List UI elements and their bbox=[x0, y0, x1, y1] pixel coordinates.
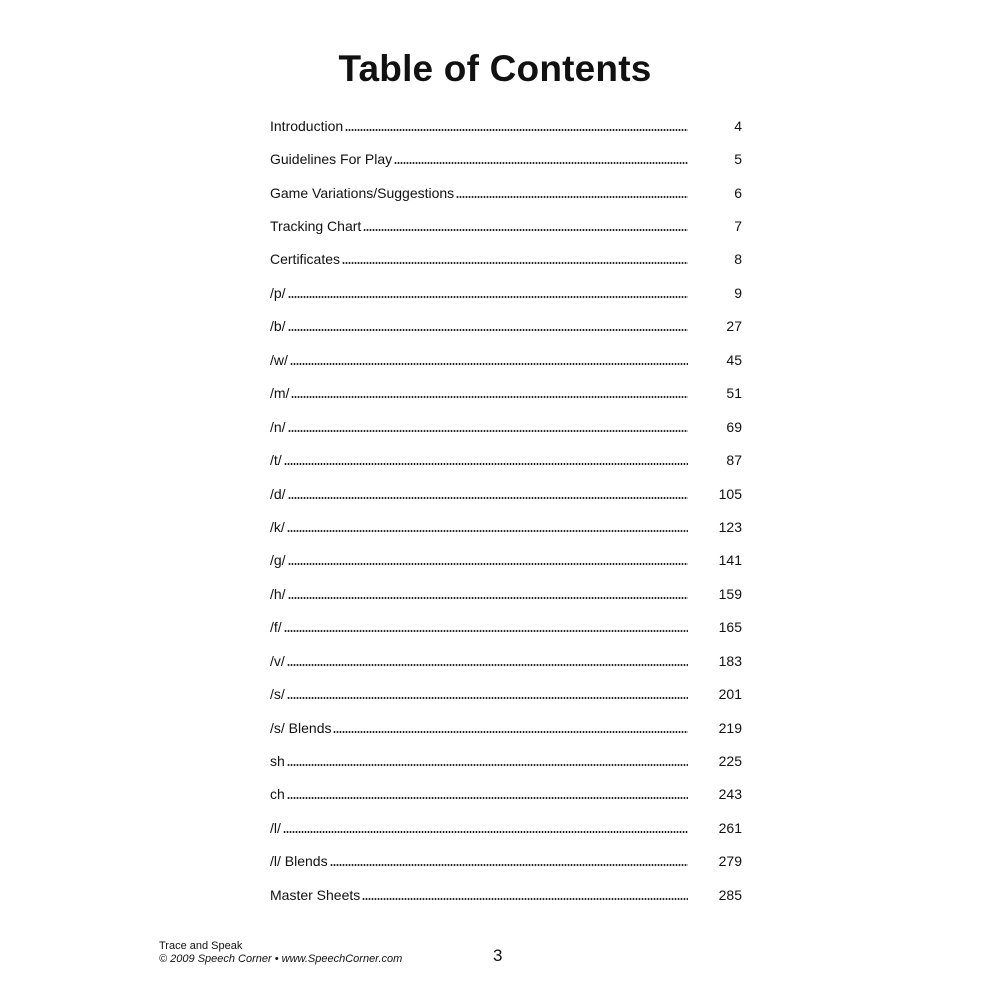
toc-entry-page: 165 bbox=[718, 619, 742, 636]
toc-entry-label: /g/ bbox=[270, 552, 286, 569]
toc-entry bbox=[270, 644, 742, 677]
dot-leader bbox=[287, 530, 688, 532]
toc-entry-page: 243 bbox=[718, 786, 742, 803]
toc-entry-page: 141 bbox=[718, 552, 742, 569]
toc-entry bbox=[270, 577, 742, 610]
toc-entry-page: 261 bbox=[718, 819, 742, 836]
dot-leader bbox=[330, 864, 688, 866]
footer-book-title: Trace and Speak bbox=[159, 940, 243, 952]
toc-entry-label: /k/ bbox=[270, 518, 285, 535]
toc-entry-page: 285 bbox=[718, 886, 742, 903]
toc-entry-page: 9 bbox=[734, 284, 742, 301]
toc-entry-page: 87 bbox=[726, 452, 742, 469]
dot-leader bbox=[288, 329, 688, 331]
toc-entry-label: Certificates bbox=[270, 251, 341, 268]
toc-entry bbox=[270, 343, 742, 376]
dot-leader bbox=[290, 363, 688, 365]
toc-entry-page: 219 bbox=[718, 719, 742, 736]
toc-entry-page: 279 bbox=[718, 853, 742, 870]
toc-entry-page: 225 bbox=[718, 753, 742, 770]
toc-entry-label: Guidelines For Play bbox=[270, 151, 393, 168]
toc-entry bbox=[270, 510, 742, 543]
dot-leader bbox=[333, 731, 688, 733]
toc-entry-page: 5 bbox=[734, 151, 742, 168]
toc-entry-label: /m/ bbox=[270, 385, 290, 402]
toc-entry-label: /p/ bbox=[270, 284, 286, 301]
toc-entry-label: /l/ bbox=[270, 819, 281, 836]
toc-entry-label: Introduction bbox=[270, 117, 344, 134]
toc-entry-label: /t/ bbox=[270, 452, 282, 469]
toc-entry bbox=[270, 443, 742, 476]
toc-entry bbox=[270, 243, 742, 276]
toc-entry bbox=[270, 811, 742, 844]
toc-entry-page: 201 bbox=[718, 686, 742, 703]
page-footer bbox=[159, 940, 402, 966]
dot-leader bbox=[287, 764, 688, 766]
toc-entry-page: 8 bbox=[734, 251, 742, 268]
toc-entry-label: ch bbox=[270, 786, 285, 803]
toc-entry-label: /d/ bbox=[270, 485, 286, 502]
toc-entry-page: 69 bbox=[726, 418, 742, 435]
page-number: 3 bbox=[493, 946, 503, 965]
dot-leader bbox=[363, 229, 688, 231]
toc-entry-page: 45 bbox=[726, 351, 742, 368]
dot-leader bbox=[456, 196, 688, 198]
toc-entry-page: 27 bbox=[726, 318, 742, 335]
dot-leader bbox=[288, 497, 688, 499]
toc-entry bbox=[270, 778, 742, 811]
dot-leader bbox=[284, 630, 688, 632]
dot-leader bbox=[288, 296, 688, 298]
toc-entry bbox=[270, 744, 742, 777]
toc-entry bbox=[270, 276, 742, 309]
dot-leader bbox=[287, 797, 688, 799]
toc-entry-label: /w/ bbox=[270, 351, 288, 368]
toc-entry-label: /f/ bbox=[270, 619, 282, 636]
toc-entry bbox=[270, 677, 742, 710]
toc-entry bbox=[270, 209, 742, 242]
toc-entry bbox=[270, 845, 742, 878]
toc-entry-page: 7 bbox=[734, 218, 742, 235]
toc-entry bbox=[270, 711, 742, 744]
toc-entry bbox=[270, 377, 742, 410]
dot-leader bbox=[288, 563, 688, 565]
toc-entry bbox=[270, 544, 742, 577]
toc-entry-label: /s/ bbox=[270, 686, 285, 703]
dot-leader bbox=[362, 898, 688, 900]
toc-entry-label: /s/ Blends bbox=[270, 719, 332, 736]
toc-entry-label: Master Sheets bbox=[270, 886, 361, 903]
toc-entry bbox=[270, 310, 742, 343]
footer-copyright: © 2009 Speech Corner • www.SpeechCorner.com bbox=[159, 953, 403, 965]
toc-entry-label: /v/ bbox=[270, 652, 285, 669]
dot-leader bbox=[291, 396, 688, 398]
toc-entry-page: 6 bbox=[734, 184, 742, 201]
dot-leader bbox=[394, 162, 688, 164]
dot-leader bbox=[287, 697, 688, 699]
toc-entry-label: /l/ Blends bbox=[270, 853, 328, 870]
toc-entry-label: Game Variations/Suggestions bbox=[270, 184, 455, 201]
toc-entry bbox=[270, 142, 742, 175]
toc-entry bbox=[270, 878, 742, 911]
toc-entry bbox=[270, 611, 742, 644]
toc-entry bbox=[270, 176, 742, 209]
dot-leader bbox=[345, 129, 688, 131]
toc-entry bbox=[270, 477, 742, 510]
dot-leader bbox=[288, 597, 688, 599]
dot-leader bbox=[288, 430, 688, 432]
toc-entry bbox=[270, 109, 742, 142]
toc-entry-label: Tracking Chart bbox=[270, 218, 362, 235]
dot-leader bbox=[283, 831, 688, 833]
toc-entry-page: 159 bbox=[718, 585, 742, 602]
page-title: Table of Contents bbox=[338, 48, 652, 89]
toc-entry-page: 123 bbox=[718, 518, 742, 535]
toc-entry-page: 183 bbox=[718, 652, 742, 669]
toc-entry-label: /n/ bbox=[270, 418, 286, 435]
dot-leader bbox=[287, 664, 688, 666]
toc-entry-page: 105 bbox=[718, 485, 742, 502]
toc-entry-page: 51 bbox=[726, 385, 742, 402]
toc-entry bbox=[270, 410, 742, 443]
dot-leader bbox=[342, 262, 688, 264]
toc-entry-label: sh bbox=[270, 753, 285, 770]
toc-entry-label: /b/ bbox=[270, 318, 286, 335]
toc-entry-page: 4 bbox=[734, 117, 742, 134]
toc-entry-label: /h/ bbox=[270, 585, 286, 602]
dot-leader bbox=[284, 463, 688, 465]
table-of-contents bbox=[270, 109, 742, 912]
